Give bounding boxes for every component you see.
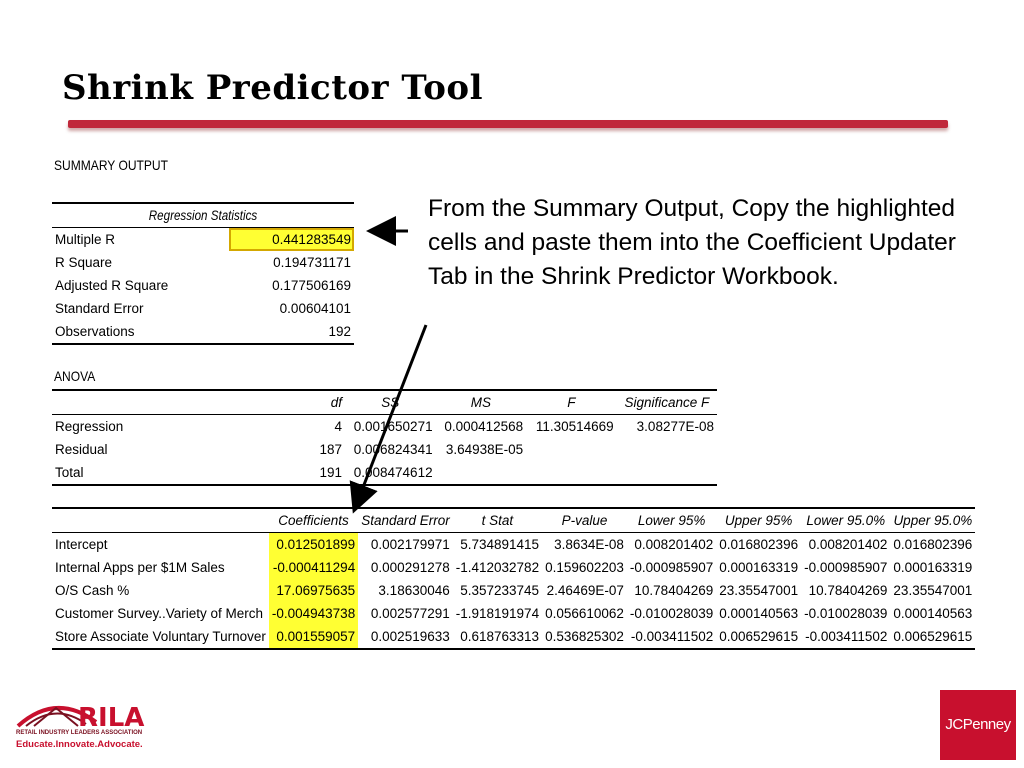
coef-header-cell: Standard Error: [361, 513, 450, 528]
coef-cell: 0.000140563: [893, 606, 973, 621]
rila-tagline: Educate.Innovate.Advocate.: [16, 739, 143, 750]
coef-cell: 0.000291278: [370, 560, 450, 575]
coef-row-label: Store Associate Voluntary Turnover: [55, 629, 266, 644]
coef-cell: -1.412032782: [455, 560, 540, 575]
coef-cell: 0.536825302: [545, 629, 624, 644]
coef-row-label: Intercept: [55, 537, 108, 552]
anova-label: ANOVA: [54, 368, 96, 384]
stat-label: Adjusted R Square: [55, 278, 169, 293]
coef-row-label: Customer Survey..Variety of Merch: [55, 606, 264, 621]
coef-header-cell: Lower 95%: [637, 513, 706, 528]
anova-header-cell: SS: [381, 395, 400, 410]
coef-cell: -0.000985907: [804, 560, 888, 575]
coef-value-highlighted: 0.001559057: [269, 625, 358, 649]
anova-header-cell: MS: [470, 395, 491, 410]
coef-cell: 0.000163319: [719, 560, 799, 575]
summary-output-label: SUMMARY OUTPUT: [54, 157, 168, 173]
coef-cell: 0.002179971: [370, 537, 450, 552]
coef-cell: 0.008201402: [808, 537, 888, 552]
coef-cell: 0.016802396: [719, 537, 799, 552]
coef-header-cell: t Stat: [481, 513, 514, 528]
jcpenney-logo: [940, 690, 1016, 760]
anova-header-cell: df: [330, 395, 343, 410]
coef-cell: 0.016802396: [893, 537, 973, 552]
anova-header-cell: Significance F: [624, 395, 710, 410]
coef-header-cell: Coefficients: [278, 513, 349, 528]
anova-cell: 3.08277E-08: [636, 419, 714, 434]
coef-value-highlighted: -0.000411294: [269, 556, 358, 579]
coef-row-label: Internal Apps per $1M Sales: [55, 560, 225, 575]
coef-header-cell: P-value: [561, 513, 608, 528]
rila-logo: [16, 688, 166, 752]
coef-cell: 3.18630046: [378, 583, 450, 598]
stat-value: 0.177506169: [272, 278, 351, 293]
rila-tagline-top: RETAIL INDUSTRY LEADERS ASSOCIATION: [16, 730, 143, 736]
rila-wordmark: RILA: [78, 703, 145, 733]
regression-stats-header: Regression Statistics: [73, 203, 333, 228]
coef-cell: 5.734891415: [460, 537, 540, 552]
coef-cell: 0.002577291: [370, 606, 450, 621]
coef-cell: 0.159602203: [545, 560, 624, 575]
coef-cell: 23.35547001: [893, 583, 973, 598]
multiple-r-value: 0.441283549: [229, 228, 355, 252]
anova-cell: 191: [319, 465, 343, 480]
stat-label: Multiple R: [55, 232, 116, 247]
anova-header-cell: F: [567, 395, 576, 410]
coef-cell: 10.78404269: [808, 583, 888, 598]
coef-cell: 0.006529615: [893, 629, 973, 644]
anova-cell: 0.000412568: [444, 419, 524, 434]
coef-cell: -0.010028039: [804, 606, 888, 621]
coef-cell: 0.000140563: [719, 606, 799, 621]
coef-cell: 2.46469E-07: [546, 583, 624, 598]
slide-title: Shrink Predictor Tool: [62, 68, 484, 108]
coef-cell: 0.006529615: [719, 629, 799, 644]
coef-row-label: O/S Cash %: [55, 583, 130, 598]
stat-label: Observations: [55, 324, 135, 339]
coef-cell: -0.000985907: [629, 560, 714, 575]
anova-cell: 0.006824341: [353, 442, 433, 457]
coef-header-cell: Upper 95.0%: [893, 513, 973, 528]
coef-cell: -0.003411502: [630, 629, 714, 644]
anova-cell: 0.008474612: [353, 465, 433, 480]
coef-cell: 0.002519633: [370, 629, 450, 644]
coef-cell: 0.618763313: [460, 629, 540, 644]
anova-cell: Total: [55, 465, 84, 480]
stat-value: 0.194731171: [273, 255, 351, 270]
anova-cell: 3.64938E-05: [445, 442, 524, 457]
coef-cell: -0.010028039: [629, 606, 714, 621]
coef-cell: 0.008201402: [634, 537, 714, 552]
coef-cell: 3.8634E-08: [554, 537, 624, 552]
coef-cell: 0.000163319: [893, 560, 973, 575]
coef-value-highlighted: -0.004943738: [269, 602, 358, 625]
jcpenney-wordmark: JCPenney: [945, 716, 1011, 733]
anova-cell: Regression: [55, 419, 124, 434]
coef-cell: 10.78404269: [634, 583, 714, 598]
coef-cell: 23.35547001: [719, 583, 799, 598]
anova-cell: 11.30514669: [535, 419, 614, 434]
arrow-to-coefficients: [355, 325, 426, 508]
coef-cell: 0.056610062: [545, 606, 624, 621]
anova-cell: Residual: [55, 442, 108, 457]
anova-cell: 4: [334, 419, 343, 434]
stat-value: 0.00604101: [279, 301, 351, 316]
instruction-note: From the Summary Output, Copy the highlighted cells and paste them into the Coefficient Updater Tab in the Shrink Predictor Workbook.: [428, 195, 956, 290]
coef-cell: -1.918191974: [455, 606, 540, 621]
coef-value-highlighted: 17.06975635: [269, 579, 358, 602]
stat-label: R Square: [55, 255, 113, 270]
stat-label: Standard Error: [55, 301, 144, 316]
stat-value: 192: [328, 324, 351, 339]
coef-header-cell: Upper 95%: [724, 513, 793, 528]
coef-cell: 5.357233745: [460, 583, 540, 598]
coef-header-cell: Lower 95.0%: [806, 513, 886, 528]
coef-cell: -0.003411502: [805, 629, 888, 644]
coef-value-highlighted: 0.012501899: [269, 533, 358, 557]
anova-cell: 0.001650271: [353, 419, 433, 434]
anova-cell: 187: [319, 442, 343, 457]
